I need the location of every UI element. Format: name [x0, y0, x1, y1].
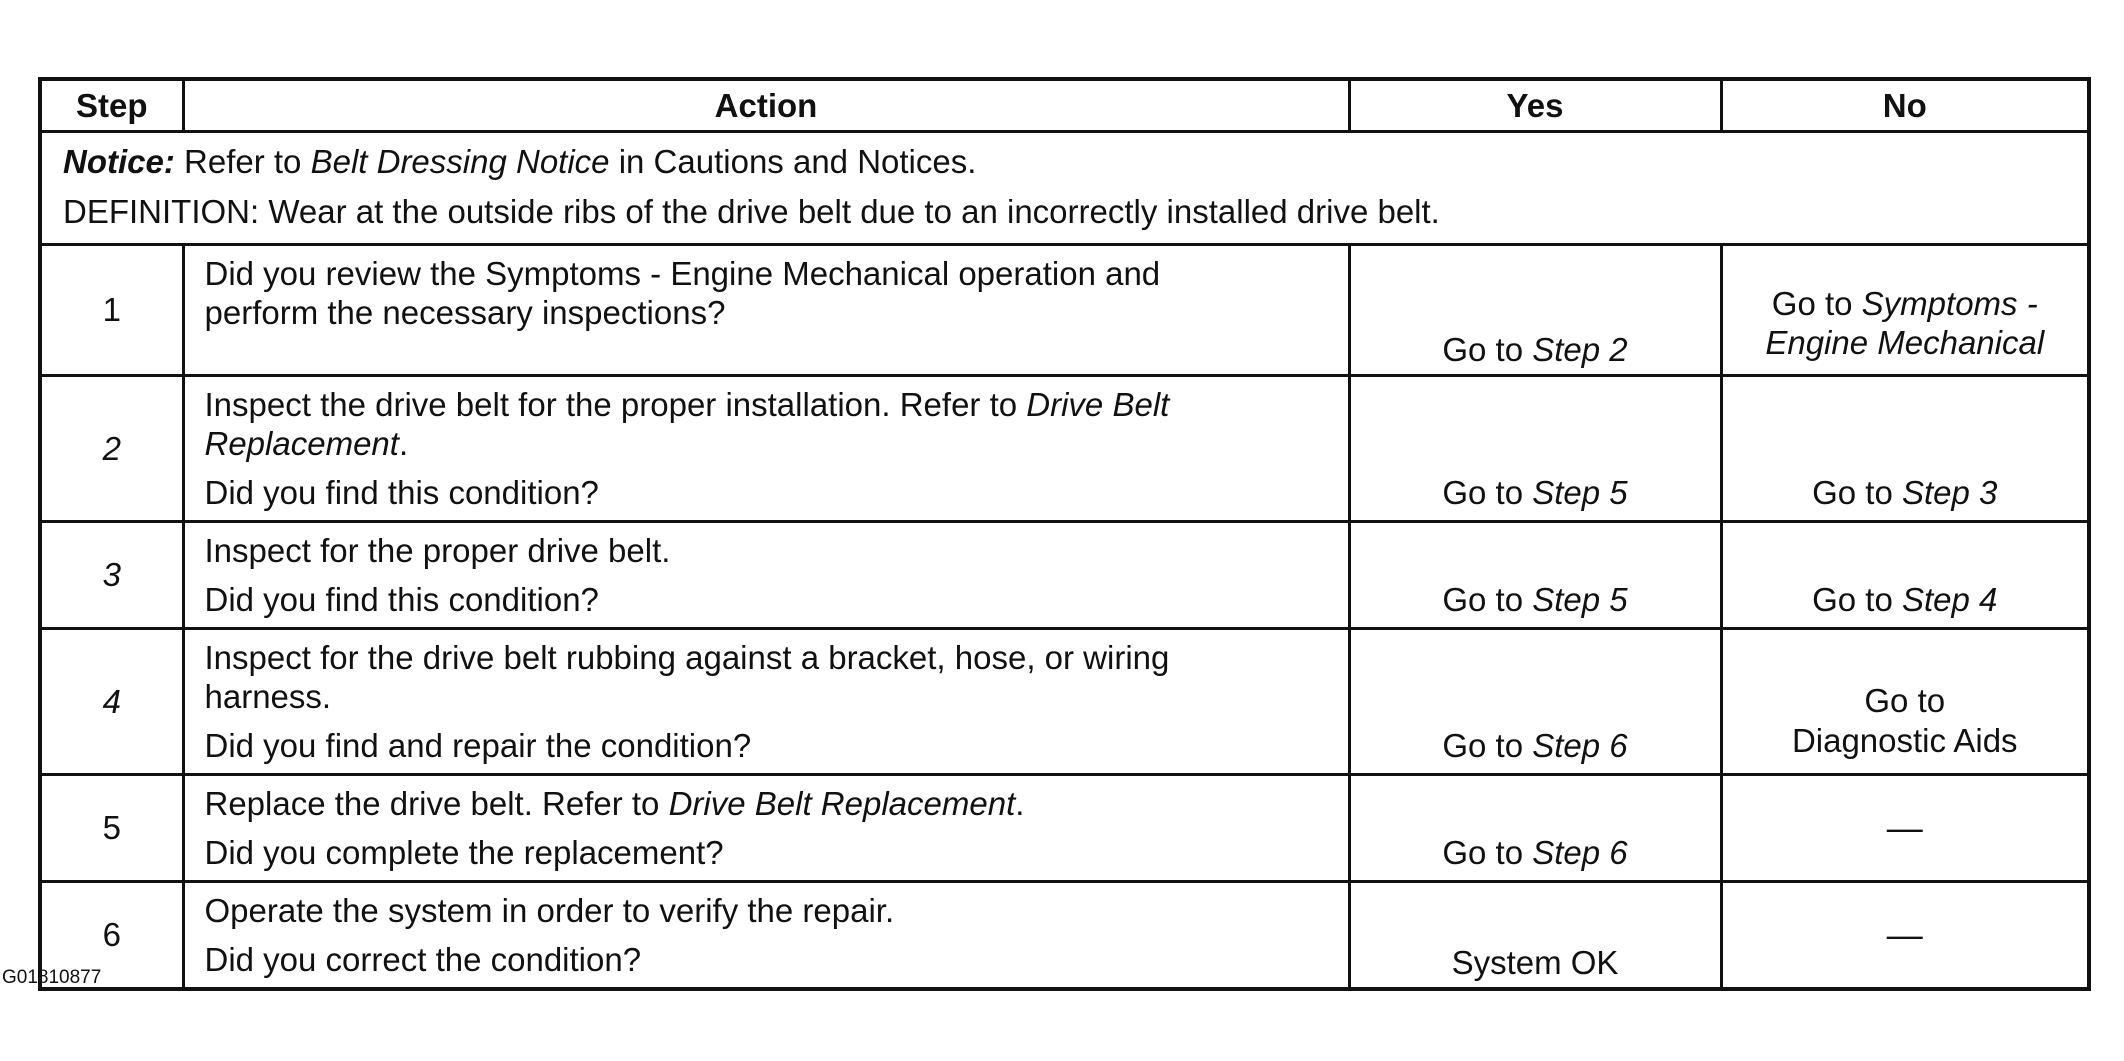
step-number: 3 — [40, 522, 183, 629]
action-text-line: Operate the system in order to verify the repair. — [204, 892, 895, 929]
yes-prefix: Go to — [1442, 331, 1533, 368]
table-row — [40, 629, 2089, 775]
yes-cell — [1349, 522, 1721, 629]
table-row — [40, 775, 2089, 882]
no-reference-1: Symptoms - — [1861, 285, 2038, 322]
no-prefix: Go to — [1812, 581, 1902, 618]
action-text: Inspect the drive belt for the proper installation. Refer to — [204, 386, 1027, 423]
no-text-line-1 — [1723, 284, 2088, 323]
yes-step-link: Step 6 — [1532, 727, 1628, 764]
no-cell — [1721, 629, 2089, 775]
no-reference-2: Engine Mechanical — [1765, 324, 2045, 361]
notice-cell — [40, 132, 2089, 245]
notice-line — [63, 137, 2087, 187]
action-text-line: harness. — [204, 678, 332, 715]
table-row — [40, 522, 2089, 629]
yes-step-link: Step 5 — [1532, 474, 1628, 511]
action-question: Did you correct the condition? — [204, 941, 642, 978]
yes-step-link: Step 6 — [1532, 834, 1628, 871]
action-text-line: Inspect for the proper drive belt. — [204, 532, 671, 569]
notice-text-2: in Cautions and Notices. — [609, 143, 977, 180]
no-step-link: Step 3 — [1901, 474, 1998, 511]
action-cell — [183, 522, 1349, 629]
yes-cell — [1349, 245, 1721, 376]
yes-prefix: Go to — [1442, 474, 1533, 511]
no-reference: Diagnostic Aids — [1791, 722, 2018, 759]
yes-step-link: Step 2 — [1532, 331, 1628, 368]
table-row — [40, 882, 2089, 990]
no-cell — [1721, 376, 2089, 522]
action-punct: . — [1015, 785, 1025, 822]
action-reference: Drive Belt Replacement — [668, 785, 1016, 822]
table-row — [40, 245, 2089, 376]
action-text-line — [205, 385, 1330, 424]
no-dash: — — [1721, 775, 2089, 882]
action-question: Did you complete the replacement? — [204, 834, 724, 871]
no-step-link: Step 4 — [1901, 581, 1998, 618]
step-number: 5 — [40, 775, 183, 882]
action-question: Did you find this condition? — [204, 474, 599, 511]
no-text-line-1: Go to — [1864, 682, 1946, 719]
figure-id: G01810877 — [2, 967, 102, 988]
step-number: 6 — [40, 882, 183, 990]
action-cell — [183, 629, 1349, 775]
action-question: Did you find this condition? — [204, 581, 599, 618]
no-prefix: Go to — [1771, 285, 1862, 322]
action-cell — [183, 882, 1349, 990]
no-prefix: Go to — [1812, 474, 1902, 511]
notice-text-1: Refer to — [174, 143, 311, 180]
notice-reference: Belt Dressing Notice — [310, 143, 610, 180]
action-cell — [183, 376, 1349, 522]
yes-prefix: Go to — [1442, 834, 1533, 871]
yes-prefix: Go to — [1442, 727, 1533, 764]
action-text-line — [205, 424, 1330, 463]
no-cell — [1721, 245, 2089, 376]
step-number: 1 — [40, 245, 183, 376]
header-step: Step — [40, 79, 183, 132]
action-text-line — [205, 784, 1330, 823]
action-punct: . — [398, 425, 409, 462]
no-cell — [1721, 522, 2089, 629]
yes-prefix: Go to — [1442, 581, 1533, 618]
yes-cell — [1349, 629, 1721, 775]
header-yes: Yes — [1349, 79, 1721, 132]
header-action: Action — [183, 79, 1349, 132]
table-row — [40, 376, 2089, 522]
no-dash: — — [1721, 882, 2089, 990]
diagnostic-table — [38, 77, 2091, 991]
action-cell — [183, 245, 1349, 376]
action-text-line: Did you review the Symptoms - Engine Mechanical operation and — [204, 255, 1161, 292]
action-cell — [183, 775, 1349, 882]
action-reference: Replacement — [204, 425, 399, 462]
yes-cell — [1349, 775, 1721, 882]
header-row — [40, 79, 2089, 132]
step-number: 2 — [40, 376, 183, 522]
action-text-line: perform the necessary inspections? — [204, 294, 726, 331]
yes-cell: System OK — [1349, 882, 1721, 990]
action-reference: Drive Belt — [1026, 386, 1170, 423]
yes-cell — [1349, 376, 1721, 522]
yes-step-link: Step 5 — [1532, 581, 1628, 618]
definition-text: DEFINITION: Wear at the outside ribs of the drive belt due to an incorrectly installed drive belt. — [63, 193, 1440, 230]
step-number: 4 — [40, 629, 183, 775]
notice-row — [40, 132, 2089, 245]
action-question: Did you find and repair the condition? — [204, 727, 752, 764]
action-text-line: Inspect for the drive belt rubbing against a bracket, hose, or wiring — [204, 639, 1170, 676]
header-no: No — [1721, 79, 2089, 132]
action-text: Replace the drive belt. Refer to — [204, 785, 669, 822]
notice-label: Notice: — [63, 143, 175, 180]
